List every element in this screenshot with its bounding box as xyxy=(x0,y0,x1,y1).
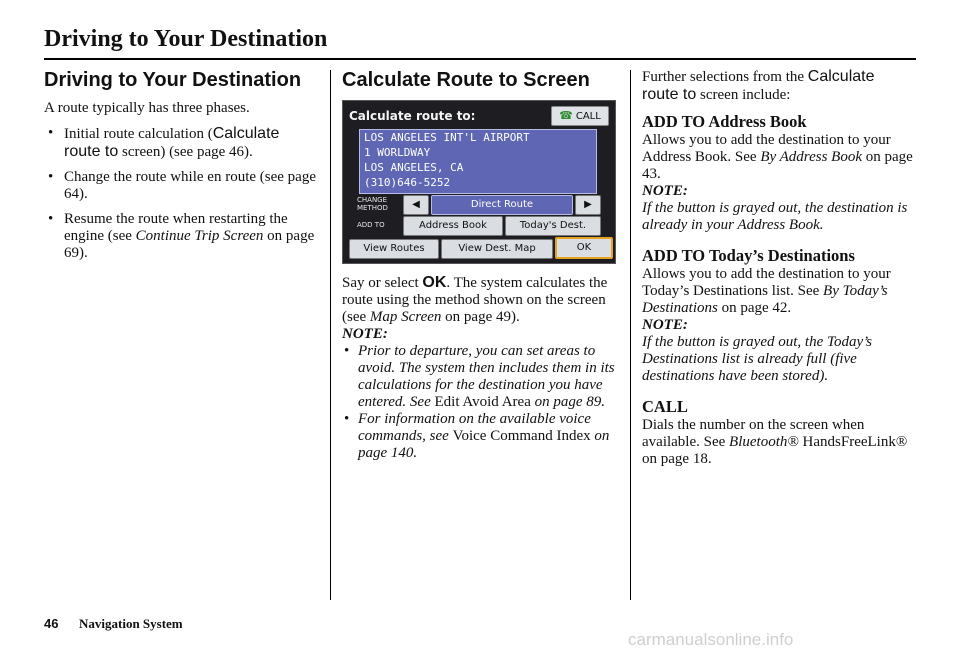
list-item: • Resume the route when restarting the engine (see Continue Trip Screen on page 69). xyxy=(44,211,320,262)
column-2 xyxy=(342,68,620,462)
phase-list xyxy=(44,125,320,262)
triangle-right-icon: ▶ xyxy=(584,199,592,210)
list-item: • For information on the available voice commands, see Voice Command Index on page 140. xyxy=(342,411,620,462)
view-routes-button[interactable]: View Routes xyxy=(349,239,439,259)
body-text: Say or select OK. The system calculates the route using the method shown on the screen (see Map Screen on page 49). xyxy=(342,274,608,325)
method-next-button[interactable] xyxy=(575,195,601,215)
address-line: LOS ANGELES INT'L AIRPORT xyxy=(364,131,530,144)
body-text: Dials the number on the screen when available. See Bluetooth® HandsFreeLink® on page 18. xyxy=(642,417,908,467)
screen-title: Calculate route to: xyxy=(349,109,476,123)
subsection-heading: ADD TO Today’s Destinations xyxy=(642,246,855,265)
triangle-left-icon: ◀ xyxy=(412,199,420,210)
column-1 xyxy=(44,68,320,270)
address-line: LOS ANGELES, CA xyxy=(364,161,464,174)
page-number: 46 xyxy=(44,616,59,631)
list-item: • Prior to departure, you can set areas to avoid. The system then includes them in its calculations for the destination you have entered. See Edit Avoid Area on page 89. xyxy=(342,343,620,411)
todays-dest-button[interactable]: Today's Dest. xyxy=(505,216,601,236)
note-heading: NOTE: xyxy=(342,326,388,342)
method-prev-button[interactable] xyxy=(403,195,429,215)
add-to-label: ADD TO xyxy=(357,221,385,229)
watermark: carmanualsonline.info xyxy=(628,630,794,649)
subsection-heading: ADD TO Address Book xyxy=(642,112,807,131)
calculate-route-screen xyxy=(342,100,616,264)
subsection-heading: CALL xyxy=(642,397,688,416)
body-text: Allows you to add the destination to your Address Book. See By Address Book on page 43. xyxy=(642,132,913,182)
note-heading: NOTE: xyxy=(642,183,688,199)
note-text: If the button is grayed out, the destination is already in your Address Book. xyxy=(642,200,908,233)
page-title: Driving to Your Destination xyxy=(44,26,328,52)
intro-text: Further selections from the Calculate route to screen include: xyxy=(642,68,875,103)
list-item: • Change the route while en route (see page 64). xyxy=(44,169,320,203)
change-method-label: CHANGE METHOD xyxy=(357,196,388,212)
note-heading: NOTE: xyxy=(642,317,688,333)
list-item: • Initial route calculation (Calculate route to screen) (see page 46). xyxy=(44,125,320,161)
phone-icon: ☎ xyxy=(559,109,573,122)
column-divider xyxy=(630,70,631,600)
body-text: Allows you to add the destination to your Today’s Destinations list. See By Today’s Destinations on page 42. xyxy=(642,266,891,316)
ok-button[interactable]: OK xyxy=(555,237,613,259)
address-book-button[interactable]: Address Book xyxy=(403,216,503,236)
section-heading: Calculate Route to Screen xyxy=(342,69,590,91)
column-3 xyxy=(642,68,914,468)
view-dest-map-button[interactable]: View Dest. Map xyxy=(441,239,553,259)
column-divider xyxy=(330,70,331,600)
address-line: 1 WORLDWAY xyxy=(364,146,431,159)
footer-label: Navigation System xyxy=(79,616,183,631)
call-button[interactable]: ☎ CALL xyxy=(551,106,609,126)
note-text: If the button is grayed out, the Today’s Destinations list is already full (five destinations have been stored). xyxy=(642,334,872,384)
section-heading: Driving to Your Destination xyxy=(44,69,302,91)
note-list xyxy=(342,343,620,462)
method-value: Direct Route xyxy=(431,195,573,215)
intro-text: A route typically has three phases. xyxy=(44,100,250,116)
title-rule xyxy=(44,58,916,60)
destination-address xyxy=(359,129,597,194)
address-line: (310)646-5252 xyxy=(364,176,451,189)
